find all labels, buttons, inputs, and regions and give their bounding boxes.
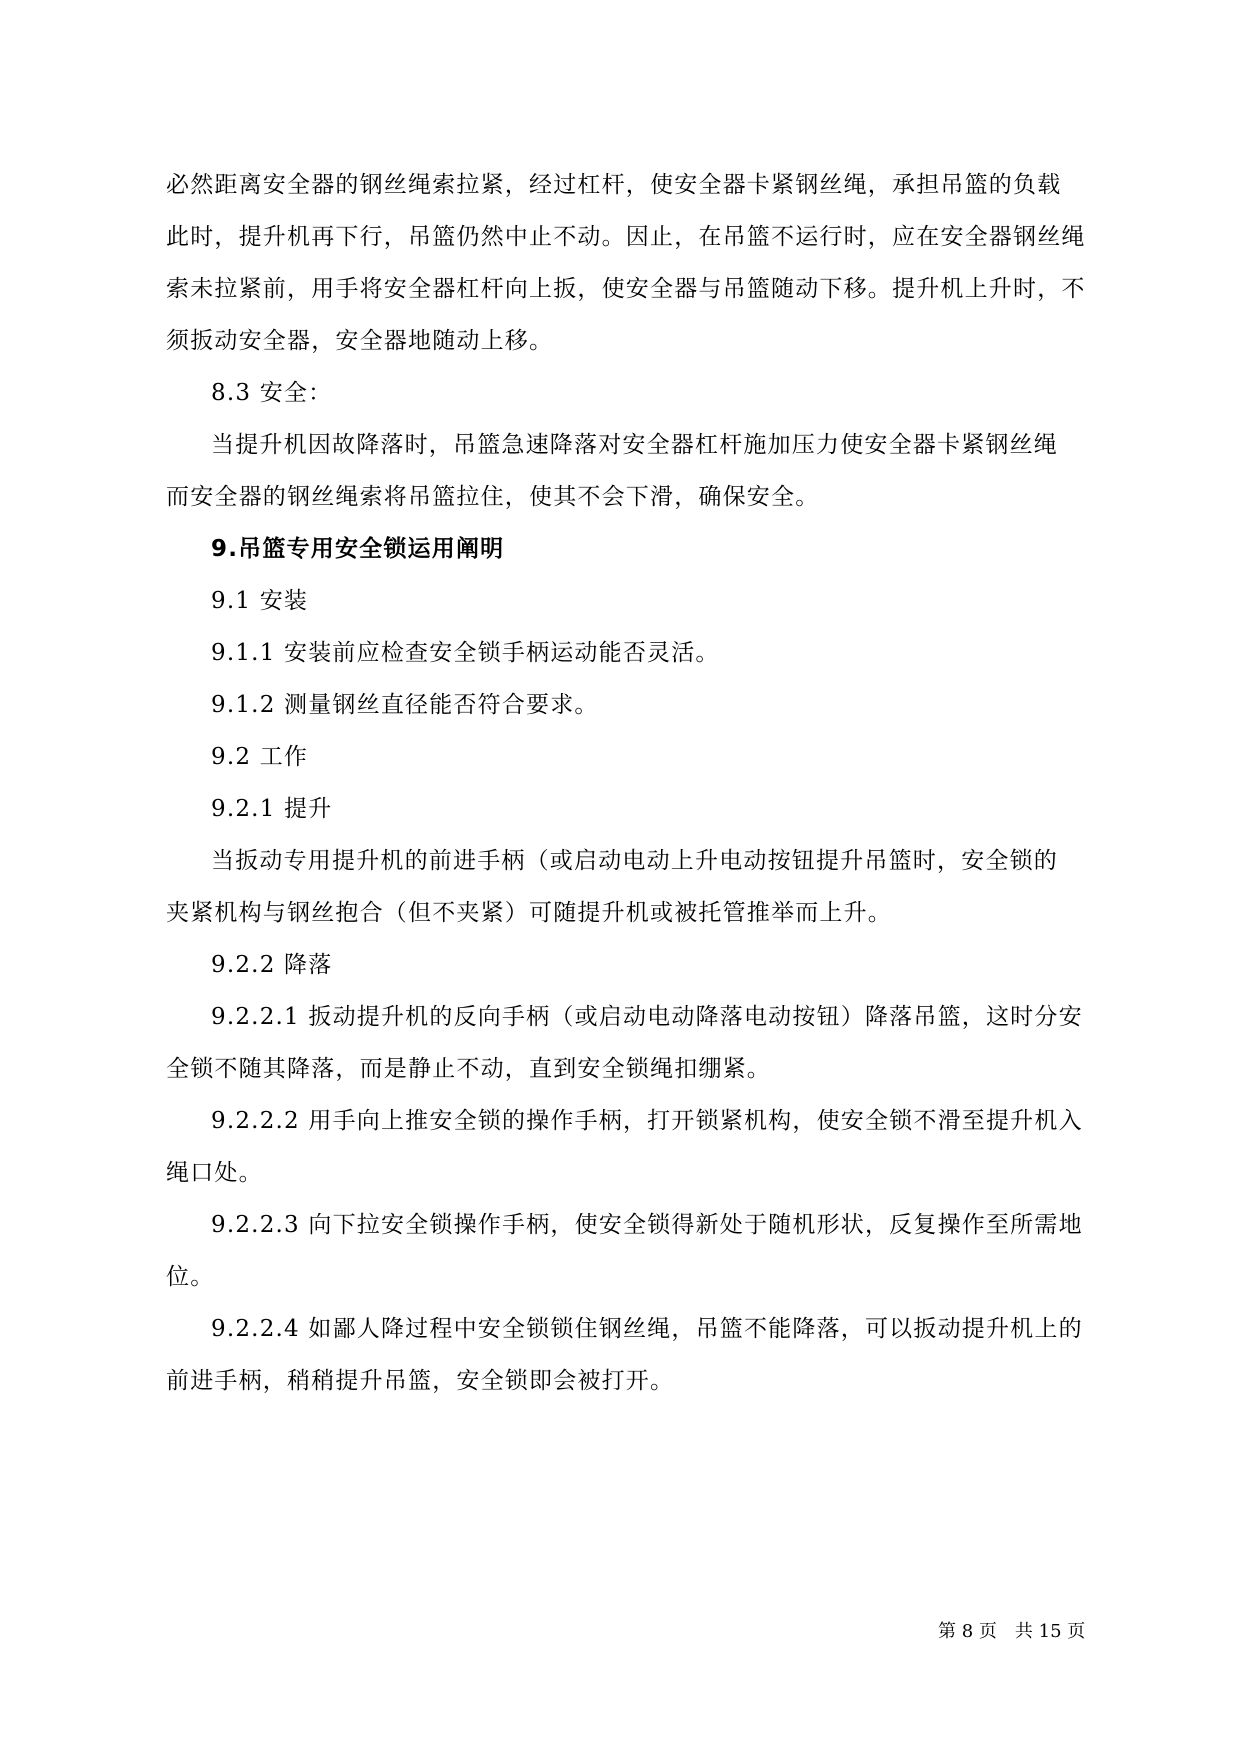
- paragraph-line: 必然距离安全器的钢丝绳索拉紧，经过杠杆，使安全器卡紧钢丝绳，承担吊篮的负载: [166, 172, 1062, 198]
- paragraph-line: 绳口处。: [166, 1160, 263, 1186]
- paragraph-line: 全锁不随其降落，而是静止不动，直到安全锁绳扣绷紧。: [166, 1056, 771, 1082]
- page-total: 共 15 页: [1014, 1621, 1086, 1642]
- paragraph-line: 9.2.2.4 如鄙人降过程中安全锁锁住钢丝绳，吊篮不能降落，可以扳动提升机上的: [211, 1316, 1083, 1342]
- section-heading: 9.2 工作: [211, 744, 309, 770]
- section-heading: 9.1 安装: [211, 588, 309, 614]
- page-footer: [938, 1620, 1085, 1644]
- paragraph-line: 9.2.2.2 用手向上推安全锁的操作手柄，打开锁紧机构，使安全锁不滑至提升机入: [211, 1108, 1083, 1134]
- paragraph-line: 而安全器的钢丝绳索将吊篮拉住，使其不会下滑，确保安全。: [166, 484, 820, 510]
- paragraph-line: 当扳动专用提升机的前进手柄（或启动电动上升电动按钮提升吊篮时，安全锁的: [211, 848, 1058, 874]
- section-heading: 8.3 安全：: [211, 380, 333, 406]
- paragraph-line: 9.2.2.3 向下拉安全锁操作手柄，使安全锁得新处于随机形状，反复操作至所需地: [211, 1212, 1083, 1238]
- subsection-heading: 9.2.1 提升: [211, 796, 333, 822]
- paragraph-line: 夹紧机构与钢丝抱合（但不夹紧）可随提升机或被托管推举而上升。: [166, 900, 892, 926]
- paragraph-line: 9.2.2.1 扳动提升机的反向手柄（或启动电动降落电动按钮）降落吊篮，这时分安: [211, 1004, 1083, 1030]
- paragraph-line: 索未拉紧前，用手将安全器杠杆向上扳，使安全器与吊篮随动下移。提升机上升时，不: [166, 276, 1086, 302]
- subsection-heading: 9.2.2 降落: [211, 952, 333, 978]
- paragraph-line: 9.1.1 安装前应检查安全锁手柄运动能否灵活。: [211, 640, 720, 666]
- paragraph-line: 前进手柄，稍稍提升吊篮，安全锁即会被打开。: [166, 1368, 675, 1394]
- paragraph-line: 此时，提升机再下行，吊篮仍然中止不动。因止，在吊篮不运行时，应在安全器钢丝绳: [166, 224, 1086, 250]
- page-number: 第 8 页: [938, 1621, 997, 1642]
- paragraph-line: 须扳动安全器，安全器地随动上移。: [166, 328, 554, 354]
- paragraph-line: 当提升机因故降落时，吊篮急速降落对安全器杠杆施加压力使安全器卡紧钢丝绳: [211, 432, 1058, 458]
- chapter-heading: 9.吊篮专用安全锁运用阐明: [211, 536, 505, 562]
- paragraph-line: 位。: [166, 1264, 215, 1290]
- paragraph-line: 9.1.2 测量钢丝直径能否符合要求。: [211, 692, 599, 718]
